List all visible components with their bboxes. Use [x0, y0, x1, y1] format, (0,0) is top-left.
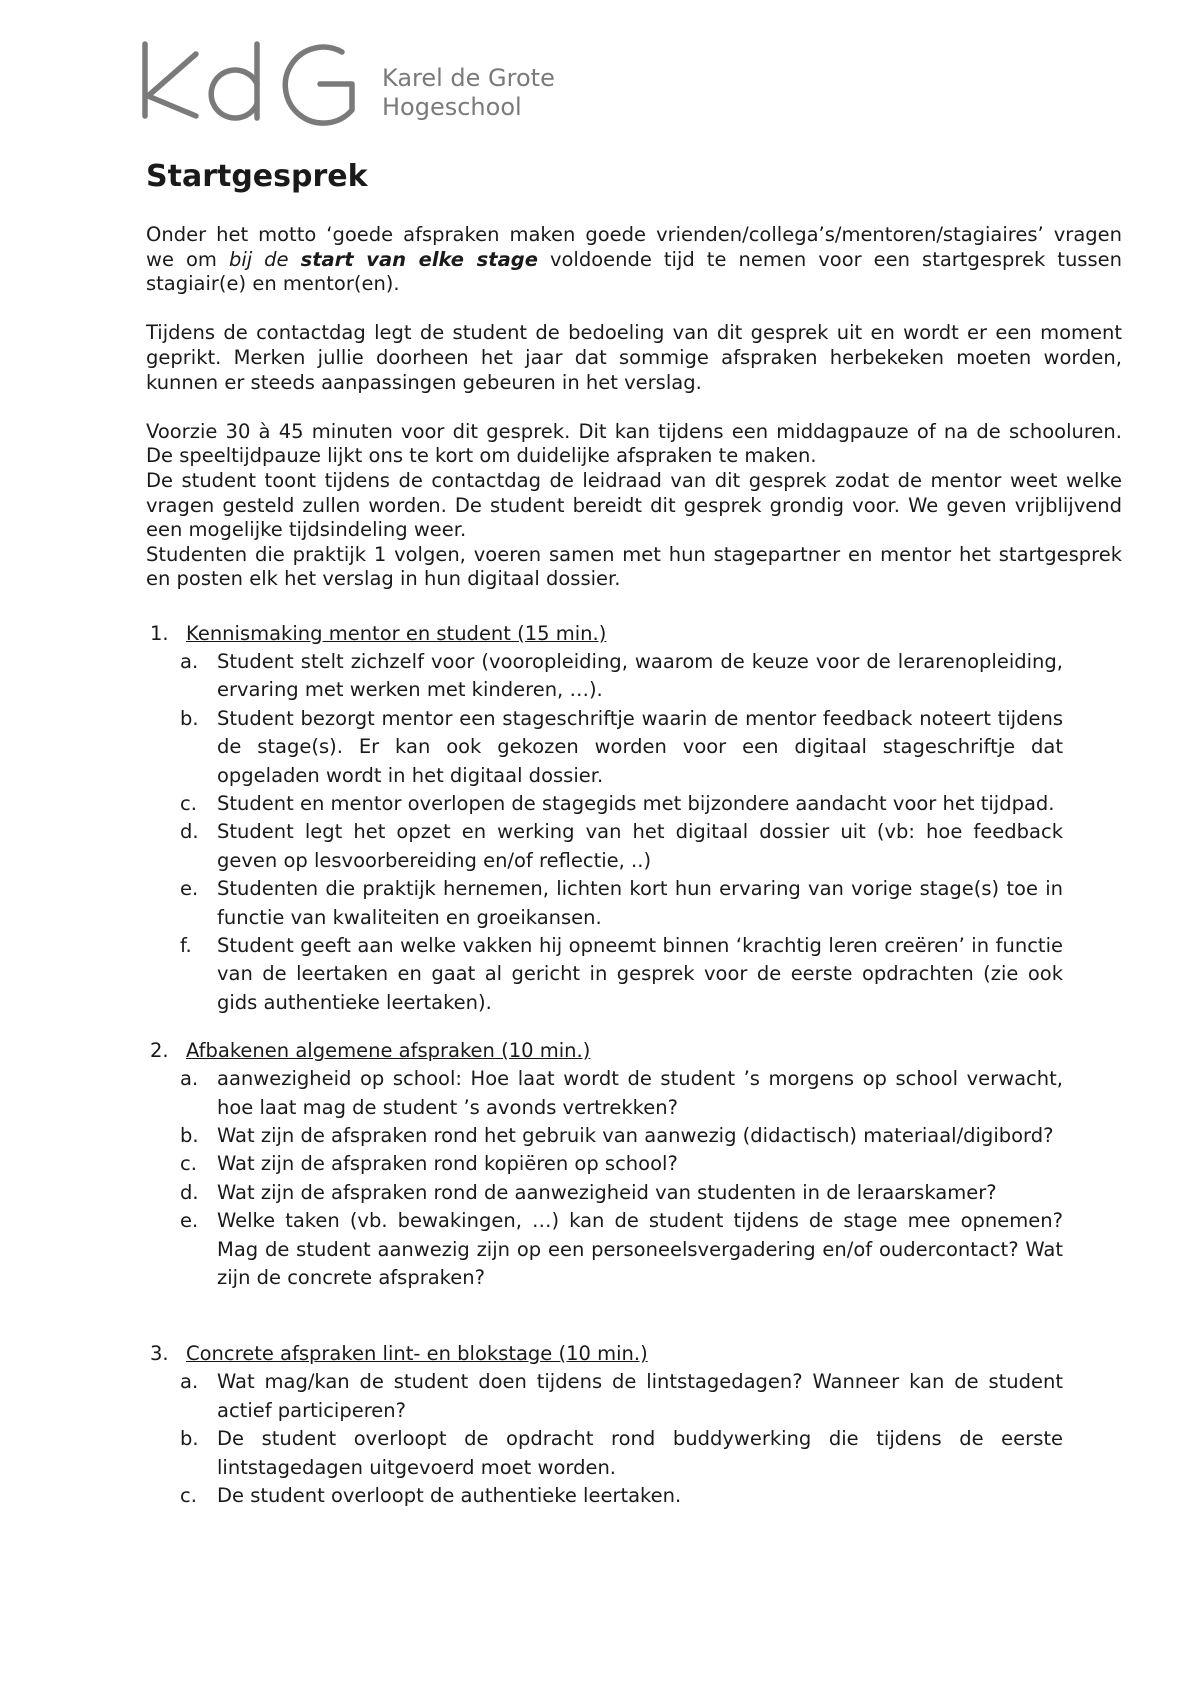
- intro-italic-text: bij de: [228, 247, 301, 271]
- section-item-list: [146, 1065, 1122, 1292]
- item-text: Studenten die praktijk hernemen, lichten kort hun ervaring van vorige stage(s) toe in functie van kwaliteiten en groeikansen.: [217, 877, 1063, 929]
- item-text: Wat zijn de afspraken rond de aanwezigheid van studenten in de leraarskamer?: [217, 1180, 997, 1204]
- item-marker: b.: [180, 706, 199, 730]
- item-marker: a.: [180, 649, 199, 673]
- intro-text: voldoende tijd te nemen voor een startgesprek tussen stagiair(e) en mentor(en).: [146, 247, 1122, 296]
- logo-line-2: Hogeschool: [382, 93, 522, 121]
- section-item-list: [146, 1368, 1122, 1510]
- list-item: [146, 875, 1063, 932]
- item-marker: f.: [180, 933, 192, 957]
- list-item: [146, 1150, 1063, 1178]
- item-marker: e.: [180, 1209, 199, 1233]
- list-item: [146, 1482, 1063, 1510]
- item-text: Student bezorgt mentor een stageschriftje waarin de mentor feedback noteert tijdens de stage(s). Er kan ook gekozen worden voor een digitaal stageschriftje dat opgeladen wordt in het digitaal dossier.: [217, 706, 1063, 787]
- list-item: [146, 818, 1063, 875]
- intro-emphasis-text: start van elke stage: [300, 247, 538, 271]
- kdg-logo-mark: [140, 40, 555, 130]
- intro-paragraph-2: Tijdens de contactdag legt de student de bedoeling van dit gesprek uit en wordt er een moment geprikt. Merken jullie doorheen het jaar dat sommige afspraken herbekeken moeten worden, kunnen er steeds aanpassingen gebeuren in het verslag.: [146, 321, 1122, 394]
- item-marker: d.: [180, 820, 199, 844]
- section-2: [146, 1037, 1122, 1292]
- item-marker: e.: [180, 877, 199, 901]
- item-marker: a.: [180, 1067, 199, 1091]
- document-body: [146, 157, 1122, 1510]
- section-number: 3.: [150, 1342, 169, 1366]
- section-3: [146, 1340, 1122, 1510]
- list-item: [146, 1425, 1063, 1482]
- item-text: Wat zijn de afspraken rond het gebruik van aanwezig (didactisch) materiaal/digibord?: [217, 1124, 1054, 1147]
- kdg-logo: [140, 40, 555, 130]
- list-item: [146, 1368, 1063, 1425]
- list-item: [146, 648, 1063, 705]
- section-heading: [146, 1037, 1122, 1065]
- item-marker: c.: [180, 1484, 197, 1508]
- section-number: 1.: [150, 621, 169, 645]
- item-text: De student overloopt de authentieke leertaken.: [217, 1484, 682, 1508]
- item-marker: c.: [180, 791, 197, 815]
- section-title: Afbakenen algemene afspraken (10 min.): [186, 1039, 591, 1063]
- section-heading: [146, 1340, 1122, 1368]
- section-1: [146, 620, 1122, 1017]
- item-text: Welke taken (vb. bewakingen, …) kan de student tijdens de stage mee opnemen? Mag de student aanwezig zijn op een personeelsvergadering en/of oudercontact? Wat zijn de concrete afspraken?: [217, 1209, 1063, 1290]
- item-marker: d.: [180, 1180, 199, 1204]
- item-marker: a.: [180, 1370, 199, 1394]
- item-text: Student legt het opzet en werking van het digitaal dossier uit (vb: hoe feedback geven op lesvoorbereiding en/of reflectie, ..): [217, 820, 1063, 872]
- item-marker: b.: [180, 1427, 199, 1451]
- item-text: Student en mentor overlopen de stagegids met bijzondere aandacht voor het tijdpad.: [217, 791, 1055, 815]
- section-heading: [146, 620, 1122, 648]
- list-item: [146, 705, 1063, 790]
- item-text: Wat zijn de afspraken rond kopiëren op school?: [217, 1152, 678, 1176]
- intro-paragraph-1: [146, 223, 1122, 297]
- list-item: [146, 1122, 1063, 1150]
- list-item: [146, 1207, 1063, 1292]
- item-text: Student geeft aan welke vakken hij opneemt binnen ‘krachtig leren creëren’ in functie van de leertaken en gaat al gericht in gesprek voor de eerste opdrachten (zie ook gids authentieke leertaken).: [217, 933, 1063, 1014]
- intro-paragraph-5: Studenten die praktijk 1 volgen, voeren samen met hun stagepartner en mentor het startgesprek en posten elk het verslag in hun digitaal dossier.: [146, 542, 1122, 591]
- list-item: [146, 1179, 1063, 1207]
- intro-paragraph-3: Voorzie 30 à 45 minuten voor dit gesprek. Dit kan tijdens een middagpauze of na de schooluren. De speeltijdpauze lijkt ons te kort om duidelijke afspraken te maken.: [146, 419, 1122, 468]
- page-title: Startgesprek: [146, 159, 368, 194]
- intro-text: Onder het motto ‘goede afspraken maken goede vrienden/collega’s/mentoren/stagiaires’ vragen we om: [146, 223, 1122, 271]
- item-text: Wat mag/kan de student doen tijdens de lintstagedagen? Wanneer kan de student actief participeren?: [217, 1370, 1063, 1422]
- item-text: aanwezigheid op school: Hoe laat wordt de student ’s morgens op school verwacht, hoe laat mag de student ’s avonds vertrekken?: [217, 1067, 1063, 1119]
- list-item: [146, 1065, 1063, 1122]
- list-item: [146, 790, 1063, 818]
- section-item-list: [146, 648, 1122, 1017]
- item-text: Student stelt zichzelf voor (vooropleiding, waarom de keuze voor de lerarenopleiding, ervaring met werken met kinderen, …).: [217, 649, 1063, 702]
- section-number: 2.: [150, 1039, 169, 1063]
- list-item: [146, 932, 1063, 1017]
- intro-paragraph-4: De student toont tijdens de contactdag de leidraad van dit gesprek zodat de mentor weet welke vragen gesteld zullen worden. De student bereidt dit gesprek grondig voor. We geven vrijblijvend een mogelijke tijdsindeling weer.: [146, 468, 1122, 542]
- item-text: De student overloopt de opdracht rond buddywerking die tijdens de eerste lintstagedagen uitgevoerd moet worden.: [217, 1427, 1063, 1479]
- item-marker: c.: [180, 1152, 197, 1176]
- logo-line-1: Karel de Grote: [382, 64, 555, 92]
- item-marker: b.: [180, 1124, 199, 1147]
- section-title: Kennismaking mentor en student (15 min.): [186, 621, 607, 645]
- section-title: Concrete afspraken lint- en blokstage (10 min.): [186, 1342, 648, 1366]
